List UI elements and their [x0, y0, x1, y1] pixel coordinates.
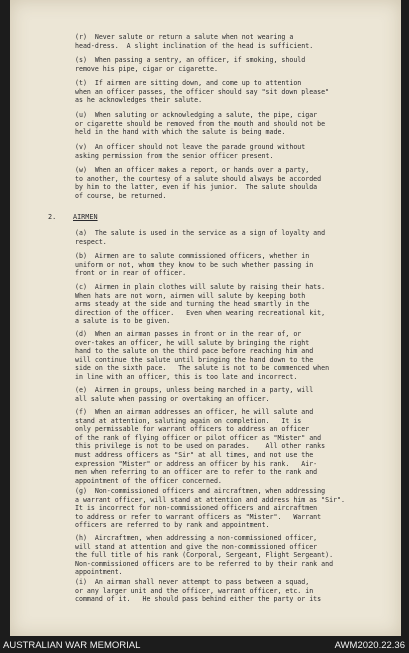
- paragraph-line: a warrant officer, will stand at attention and address him as "Sir".: [75, 495, 345, 504]
- paragraph-line: uniform or not, whom they know to be such whether passing in: [75, 260, 314, 269]
- section-title-text: AIRMEN: [73, 213, 98, 221]
- paragraph: [10, 229, 401, 246]
- footer-reference: AWM2020.22.36: [334, 640, 405, 651]
- paragraph: [10, 33, 401, 50]
- paragraph-line: (f) When an airman addresses an officer, he will salute and: [75, 408, 314, 416]
- document-page: [10, 0, 401, 636]
- paragraph-line: (e) Airmen in groups, unless being marched in a party, will: [75, 386, 314, 394]
- paragraph-line: of the rank of flying officer or pilot officer as "Mister" and: [75, 433, 322, 442]
- paragraph-line: When hats are not worn, airmen will salute by keeping both: [75, 291, 306, 300]
- paragraph-line: (i) An airman shall never attempt to pass between a squad,: [75, 578, 310, 586]
- paragraph-line: command of it. He should pass behind either the party or its: [75, 595, 322, 604]
- paragraph-line: front or in rear of officer.: [75, 269, 187, 278]
- paragraph: [10, 487, 401, 530]
- paragraph-line: (h) Aircraftmen, when addressing a non-commissioned officer,: [75, 534, 318, 542]
- paragraph-line: by him to the latter, even if his junior. The salute shoulda: [75, 183, 318, 192]
- paragraph-line: held in the hand with which the salute is being made.: [75, 128, 286, 137]
- paragraph-line: over-takes an officer, he will salute by bringing the right: [75, 338, 310, 347]
- paragraph-line: as he acknowledges their salute.: [75, 96, 203, 105]
- paragraph-line: direction of the officer. Even when wearing recreational kit,: [75, 308, 326, 317]
- paragraph-line: a salute is to be given.: [75, 317, 171, 326]
- paragraph-line: all salute when passing or overtaking an officer.: [75, 394, 270, 403]
- paragraph-line: to another, the courtesy of a salute should always be accorded: [75, 174, 322, 183]
- paragraph: [10, 578, 401, 604]
- paragraph: [10, 386, 401, 403]
- paragraph-line: hand to the salute on the third pace before reaching him and: [75, 347, 314, 356]
- paragraph-line: or cigarette should be removed from the mouth and should not be: [75, 119, 326, 128]
- paragraph-line: respect.: [75, 237, 107, 246]
- section-number: 2.: [48, 213, 57, 221]
- paragraph-line: side on the sixth pace. The salute is not to be commenced when: [75, 364, 330, 373]
- paragraph-line: this privilege is not to be used on parades. All other ranks: [75, 442, 326, 451]
- paragraph-line: of course, be returned.: [75, 191, 167, 200]
- paragraph-line: arms steady at the side and turning the head smartly in the: [75, 300, 310, 309]
- paragraph: [10, 252, 401, 278]
- paragraph-line: stand at attention, saluting again on completion. It is: [75, 416, 302, 425]
- paragraph-line: will stand at attention and give the non-commissioned officer: [75, 542, 318, 551]
- paragraph-line: when an officer passes, the officer should say "sit down please": [75, 87, 330, 96]
- footer-institution: AUSTRALIAN WAR MEMORIAL: [3, 640, 141, 651]
- paragraph-line: (c) Airmen in plain clothes will salute by raising their hats.: [75, 283, 326, 291]
- paragraph: [10, 534, 401, 577]
- paragraph-line: the full title of his rank (Corporal, Sergeant, Flight Sergeant).: [75, 551, 334, 560]
- paragraph-line: asking permission from the senior officer present.: [75, 151, 274, 160]
- paragraph-line: must address officers as "Sir" at all times, and not use the: [75, 450, 314, 459]
- paragraph: [10, 283, 401, 326]
- paragraph-line: remove his pipe, cigar or cigarette.: [75, 64, 218, 73]
- paragraph-line: or any larger unit and the officer, warrant officer, etc. in: [75, 586, 314, 595]
- paragraph-line: (a) The salute is used in the service as a sign of loyalty and: [75, 229, 326, 237]
- paragraph-line: men when referring to an officer are to refer to the rank and: [75, 468, 318, 477]
- paragraph-line: officers are referred to by rank and appointment.: [75, 521, 270, 530]
- paragraph-line: Non-commissioned officers are to be referred to by their rank and: [75, 559, 334, 568]
- paragraph: [10, 330, 401, 382]
- paragraph: [10, 408, 401, 485]
- paragraph-line: appointment of the officer concerned.: [75, 476, 222, 485]
- section-title: [73, 213, 98, 221]
- paragraph-line: (s) When passing a sentry, an officer, if smoking, should: [75, 56, 306, 64]
- paragraph: [10, 166, 401, 200]
- paragraph-line: (u) When saluting or acknowledging a salute, the pipe, cigar: [75, 111, 318, 119]
- paragraph: [10, 56, 401, 73]
- paragraph-line: (r) Never salute or return a salute when not wearing a: [75, 33, 294, 41]
- paragraph-line: only permissable for warrant officers to address an officer: [75, 425, 310, 434]
- paragraph: [10, 111, 401, 137]
- paragraph-line: head-dress. A slight inclination of the head is sufficient.: [75, 41, 314, 50]
- paragraph-line: (d) When an airman passes in front or in the rear of, or: [75, 330, 302, 338]
- paragraph-line: (w) When an officer makes a report, or hands over a party,: [75, 166, 310, 174]
- paragraph-line: in line with an officer, this is too late and incorrect.: [75, 372, 298, 381]
- paragraph-line: (v) An officer should not leave the parade ground without: [75, 143, 306, 151]
- paragraph-line: (b) Airmen are to salute commissioned officers, whether in: [75, 252, 310, 260]
- paragraph-line: It is incorrect for non-commissioned officers and aircraftmen: [75, 504, 318, 513]
- paragraph: [10, 143, 401, 160]
- archive-footer: [0, 636, 409, 653]
- paragraph-line: (g) Non-commissioned officers and aircraftmen, when addressing: [75, 487, 326, 495]
- paragraph: [10, 79, 401, 105]
- paragraph-line: (t) If airmen are sitting down, and come up to attention: [75, 79, 302, 87]
- paragraph-line: to address or refer to warrant officers as "Mister". Warrant: [75, 512, 322, 521]
- paragraph-line: will continue the salute until bringing the hand down to the: [75, 355, 314, 364]
- paragraph-line: appointment.: [75, 568, 123, 577]
- paragraph-line: expression "Mister" or address an officer by his rank. Air-: [75, 459, 318, 468]
